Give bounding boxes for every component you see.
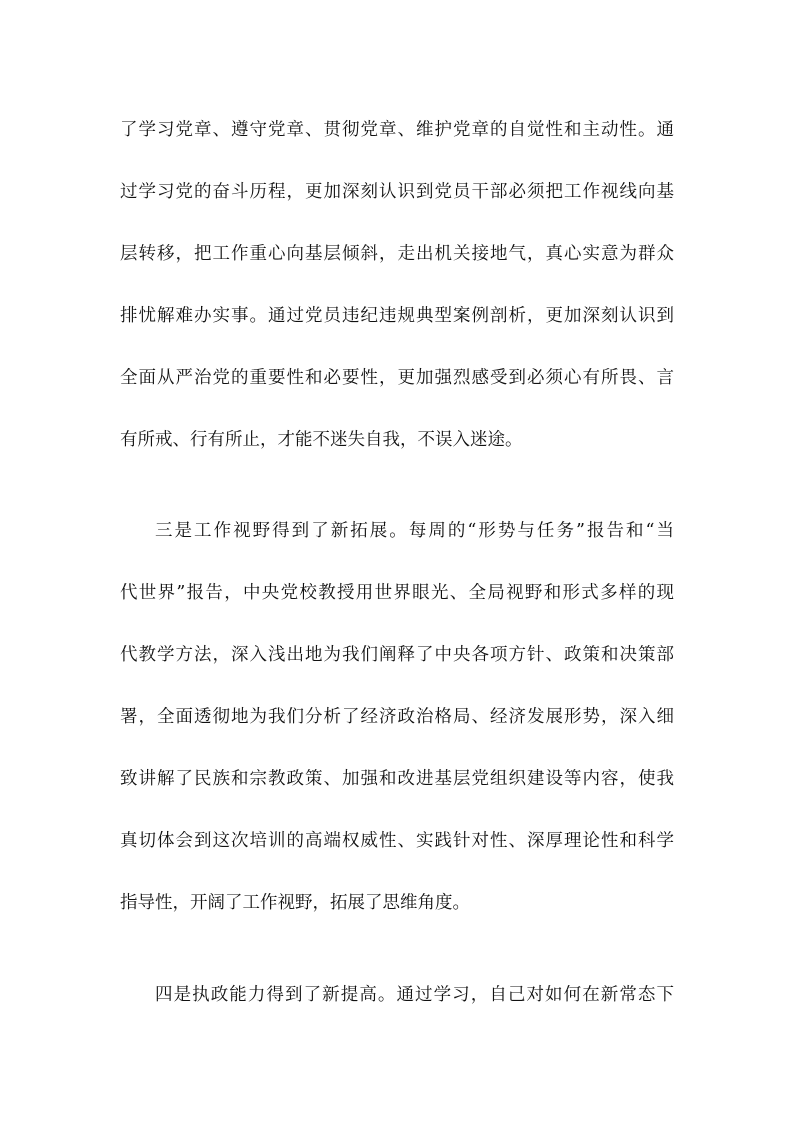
paragraph-heading-line-2: 四是执政能力得到了新提高。通过学习，自己对如何在新常态下	[155, 985, 674, 1005]
paragraph-heading-line: 三是工作视野得到了新拓展。每周的“形势与任务”报告和“当	[155, 521, 674, 541]
text-line-2: 过学习党的奋斗历程，更加深刻认识到党员干部必须把工作视线向基	[120, 182, 674, 202]
text-line-13: 指导性，开阔了工作视野，拓展了思维角度。	[120, 893, 470, 913]
text-line-9: 代教学方法，深入浅出地为我们阐释了中央各项方针、政策和决策部	[120, 645, 674, 665]
text-line-8: 代世界”报告，中央党校教授用世界眼光、全局视野和形式多样的现	[120, 583, 674, 603]
text-line-10: 署，全面透彻地为我们分析了经济政治格局、经济发展形势，深入细	[120, 707, 674, 727]
text-line-6: 有所戒、行有所止，才能不迷失自我，不误入迷途。	[120, 430, 523, 450]
text-line-4: 排忧解难办实事。通过党员违纪违规典型案例剖析，更加深刻认识到	[120, 306, 674, 326]
text-line-1: 了学习党章、遵守党章、贯彻党章、维护党章的自觉性和主动性。通	[120, 120, 674, 140]
text-line-12: 真切体会到这次培训的高端权威性、实践针对性、深厚理论性和科学	[120, 831, 674, 851]
text-line-3: 层转移，把工作重心向基层倾斜，走出机关接地气，真心实意为群众	[120, 244, 674, 264]
text-line-11: 致讲解了民族和宗教政策、加强和改进基层党组织建设等内容，使我	[120, 769, 674, 789]
text-line-5: 全面从严治党的重要性和必要性，更加强烈感受到必须心有所畏、言	[120, 368, 674, 388]
